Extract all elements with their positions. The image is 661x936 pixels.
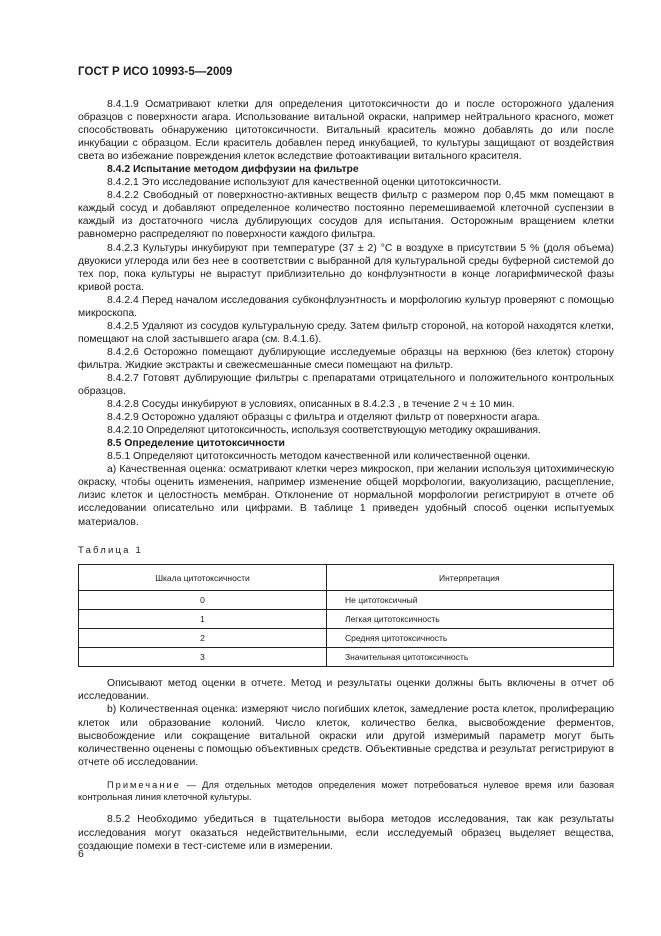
table-cell-interpretation: Средняя цитотоксичность [327, 629, 614, 648]
table-cell-grade: 3 [79, 648, 327, 667]
note-text: — Для отдельных методов определения может потребоваться нулевое время или базовая контрольная линия клеточной культуры. [78, 780, 614, 803]
table-row [79, 648, 614, 667]
note-label: Примечание [107, 780, 181, 791]
paragraph-8-4-2-10: 8.4.2.10 Определяют цитотоксичность, используя соответствующую методику окрашивания. [107, 425, 541, 437]
paragraph-8-4-2-2: 8.4.2.2 Свободный от поверхностно-активных веществ фильтр с размером пор 0,45 мкм помещают в каждый сосуд и добавляют определенное количество постоянно перемешиваемой клеточной суспензии в каждый из достаточного числа дублирующих сосудов для испытания. Осторожным вращением клетки равномерно распределяют по поверхности каждого фильтра. [78, 190, 614, 241]
table-cell-grade: 2 [79, 629, 327, 648]
paragraph-8-4-2-6: 8.4.2.6 Осторожно помещают дублирующие исследуемые образцы на верхнюю (без клеток) сторону фильтра. Жидкие экстракты и свежесмешанные смеси помещают на фильтр. [78, 346, 614, 371]
table-row [79, 591, 614, 610]
section-body [78, 98, 614, 529]
table-row [79, 629, 614, 648]
table-cell-grade: 1 [79, 610, 327, 629]
table-cell-interpretation: Значительная цитотоксичность [327, 648, 614, 667]
section-body-continued [78, 677, 614, 853]
cytotoxicity-table [78, 564, 614, 667]
heading-8-5: 8.5 Определение цитотоксичности [107, 438, 285, 450]
paragraph-report-method: Описывают метод оценки в отчете. Метод и результаты оценки должны быть включены в отчет об исследовании. [78, 678, 614, 703]
paragraph-8-4-2-3: 8.4.2.3 Культуры инкубируют при температуре (37 ± 2) °С в воздухе в присутствии 5 % (доля объема) двуокиси углерода или без нее в соответствии с выбранной для культуральной среды буферной системой до тех пор, пока культуры не вырастут приблизительно до конфлуэнтности в конце логарифмической фазы кривой роста. [78, 242, 614, 293]
paragraph-quantitative: b) Количественная оценка: измеряют число погибших клеток, замедление роста клеток, пролиферацию клеток или образование колоний. Число клеток, количество белка, высвобождение ферментов, высвобождение или сокращение витальной окраски или другой измеримый параметр могут быть количественно оценены с помощью объективных средств. Объективные средства и результат регистрируют в отчете об исследовании. [78, 704, 614, 769]
paragraph-8-4-2-1: 8.4.2.1 Это исследование используют для качественной оценки цитотоксичности. [107, 177, 502, 189]
table-cell-interpretation: Не цитотоксичный [327, 591, 614, 610]
note [78, 779, 614, 803]
page-number: 6 [78, 849, 84, 860]
paragraph-8-4-1-9: 8.4.1.9 Осматривают клетки для определения цитотоксичности до и после осторожного удаления образцов с поверхности агара. Использование витальной окраски, например нейтрального красного, может способствовать обнаружению цитотоксичности. Витальный краситель можно добавлять до или после инкубации с образцом. Если краситель добавлен перед инкубацией, то культуры защищают от воздействия света во избежание повреждения клеток вследствие фотоактивации витального красителя. [78, 99, 614, 163]
table-cell-interpretation: Легкая цитотоксичность [327, 610, 614, 629]
table-header-row [79, 565, 614, 591]
paragraph-8-4-2-9: 8.4.2.9 Осторожно удаляют образцы с фильтра и отделяют фильтр от поверхности агара. [107, 412, 541, 424]
paragraph-8-5-1: 8.5.1 Определяют цитотоксичность методом качественной или количественной оценки. [107, 451, 531, 463]
document-header: ГОСТ Р ИСО 10993-5—2009 [78, 66, 233, 78]
paragraph-qualitative: а) Качественная оценка: осматривают клетки через микроскоп, при желании используя цитохимическую окраску, чтобы оценить изменения, например изменение общей морфологии, вакуолизацию, расщепление, лизис клеток и целостность мембран. Отклонение от нормальной морфологии регистрируют в отчете об исследовании описательно или цифрами. В таблице 1 приведен удобный способ оценки испытуемых материалов. [78, 464, 614, 528]
paragraph-8-4-2-5: 8.4.2.5 Удаляют из сосудов культуральную среду. Затем фильтр стороной, на которой находятся клетки, помещают на слой застывшего агара (см. 8.4.1.6). [78, 320, 614, 345]
table-caption: Таблица 1 [78, 545, 143, 556]
table-header-cell: Интерпретация [327, 565, 614, 591]
paragraph-8-4-2-7: 8.4.2.7 Готовят дублирующие фильтры с препаратами отрицательного и положительного контрольных образцов. [78, 372, 614, 398]
table-header-cell: Шкала цитотоксичности [79, 565, 327, 591]
table-row [79, 610, 614, 629]
heading-8-4-2: 8.4.2 Испытание методом диффузии на фильтре [107, 164, 359, 176]
paragraph-8-4-2-8: 8.4.2.8 Сосуды инкубируют в условиях, описанных в 8.4.2.3 , в течение 2 ч ± 10 мин. [107, 399, 515, 411]
paragraph-8-4-2-4: 8.4.2.4 Перед началом исследования субконфлуэнтность и морфологию культур проверяют с помощью микроскопа. [78, 294, 614, 319]
paragraph-8-5-2: 8.5.2 Необходимо убедиться в тщательности выбора методов исследования, так как результаты исследования могут оказаться недействительными, если исследуемый образец выделяет вещества, создающие помехи в тест-системе или в измерении. [78, 814, 614, 852]
table-cell-grade: 0 [79, 591, 327, 610]
